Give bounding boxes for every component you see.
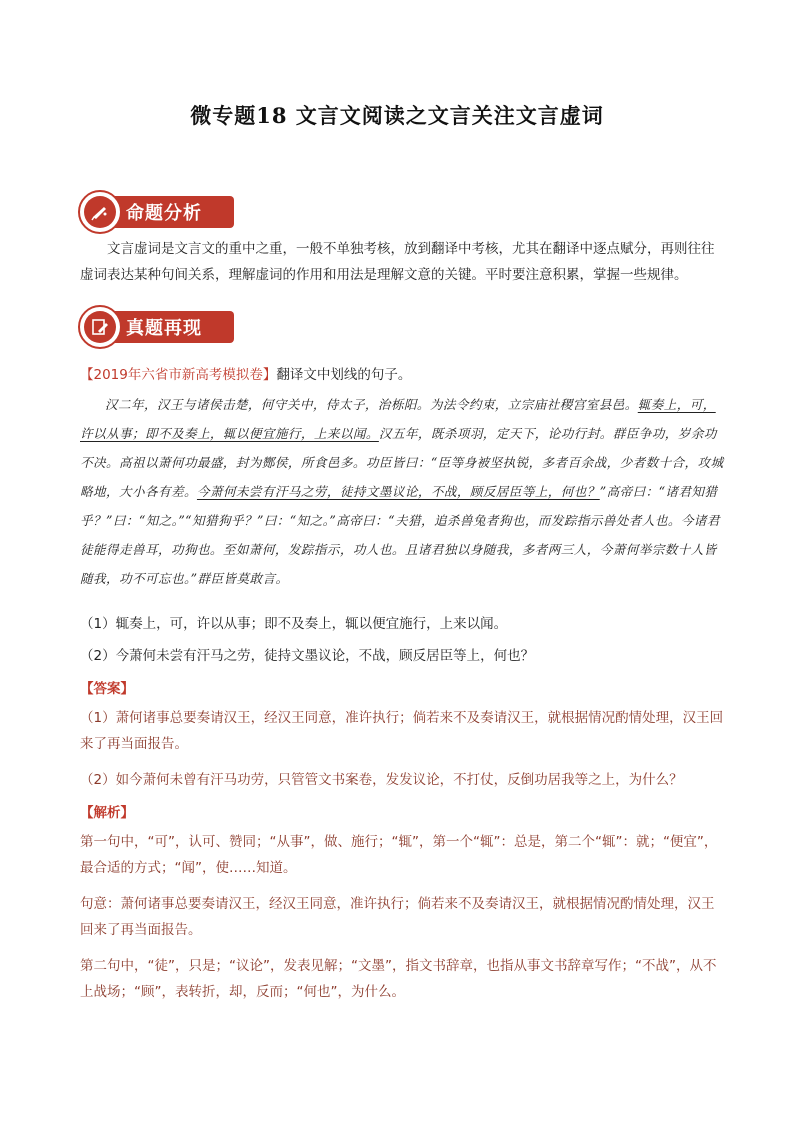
pencil-note-icon bbox=[90, 317, 110, 337]
section-banner-analysis bbox=[78, 190, 234, 234]
passage-text: 汉二年，汉王与诸侯击楚，何守关中，侍太子，治栎阳。为法令约束，立宗庙社稷宫室县邑。 bbox=[105, 397, 638, 412]
question-2: （2）今萧何未尝有汗马之劳，徒持文墨议论，不战，顾反居臣等上，何也？ bbox=[80, 648, 535, 664]
analysis-paragraph: 文言虚词是文言文的重中之重，一般不单独考核，放到翻译中考核，尤其在翻译中逐点赋分，再则往往虚词表达某种句间关系，理解虚词的作用和用法是理解文意的关键。平时要注意积累，掌握一些规律。 bbox=[80, 241, 715, 283]
feather-pen-icon bbox=[90, 202, 110, 222]
analysis-2: 句意：萧何诸事总要奏请汉王，经汉王同意，准许执行；倘若来不及奏请汉王，就根据情况酌情处理，汉王回来了再当面报告。 bbox=[80, 896, 715, 938]
source-instruction: 翻译文中划线的句子。 bbox=[276, 367, 412, 383]
answer-heading: 【答案】 bbox=[80, 681, 134, 697]
banner-circle bbox=[78, 305, 122, 349]
passage-text: 汉五年，既杀项羽，定天下，论功行封。群臣争功，岁余功不决。高祖以萧何功最盛，封为酂侯，所食邑多。功臣皆曰：“臣等身被坚执锐，多者百余战，少者数十合，攻城略地，大小各有差。 bbox=[80, 426, 724, 499]
source-tag: 【2019年六省市新高考模拟卷】 bbox=[80, 367, 277, 383]
analysis-3: 第二句中，“徒”，只是；“议论”，发表见解；“文墨”，指文书辞章，也指从事文书辞章写作；“不战”，从不上战场；“顾”，表转折，却，反而；“何也”，为什么。 bbox=[80, 958, 717, 1000]
section-label: 命题分析 bbox=[126, 203, 202, 224]
section-banner-real-exam bbox=[78, 305, 234, 349]
passage-text: ”高帝曰：“诸君知猎乎？”曰：“知之。”“知猎狗乎？”曰：“知之。”高帝曰：“夫猎，追杀兽兔者狗也，而发踪指示兽处者人也。今诸君徒能得走兽耳，功狗也。至如萧何，发踪指示，功人也。且诸君独以身随我，多者两三人，今萧何举宗数十人皆随我，功不可忘也。”群臣皆莫敢言。 bbox=[80, 484, 720, 586]
section-label: 真题再现 bbox=[126, 318, 202, 339]
banner-circle bbox=[78, 190, 122, 234]
underlined-sentence-1: 辄奏上，可，许以从事；即不及奏上，辄以便宜施行，上来以闻。 bbox=[80, 397, 716, 441]
analysis-1: 第一句中，“可”，认可、赞同；“从事”，做、施行；“辄”，第一个“辄”：总是，第二个“辄”：就；“便宜”，最合适的方式；“闻”，使……知道。 bbox=[80, 834, 718, 876]
page-title: 微专题18 文言文阅读之文言关注文言虚词 bbox=[190, 103, 604, 128]
question-1: （1）辄奏上，可，许以从事；即不及奏上，辄以便宜施行，上来以闻。 bbox=[80, 616, 508, 632]
source-line bbox=[80, 362, 725, 388]
analysis-heading: 【解析】 bbox=[80, 805, 134, 821]
classical-passage bbox=[80, 390, 725, 593]
answer-1: （1）萧何诸事总要奏请汉王，经汉王同意，准许执行；倘若来不及奏请汉王，就根据情况酌情处理，汉王回来了再当面报告。 bbox=[80, 710, 724, 752]
underlined-sentence-2: 今萧何未尝有汗马之劳，徒持文墨议论，不战，顾反居臣等上，何也？ bbox=[196, 484, 600, 499]
answer-2: （2）如今萧何未曾有汗马功劳，只管管文书案卷，发发议论，不打仗，反倒功居我等之上，为什么？ bbox=[80, 772, 683, 788]
